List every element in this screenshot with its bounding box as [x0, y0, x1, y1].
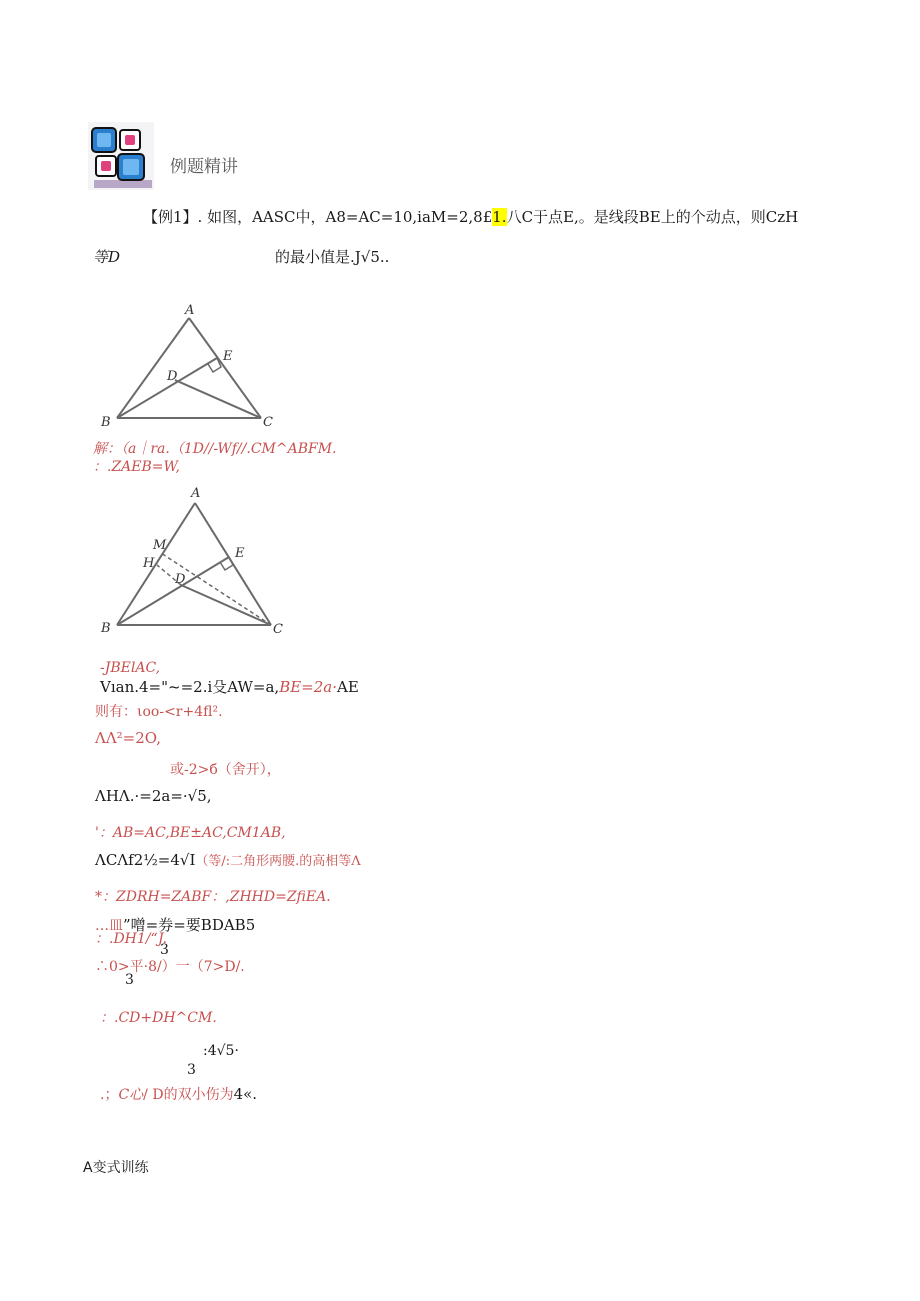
- solution-line-17: .；C心/ D的双小伤为4«.: [100, 1085, 258, 1103]
- problem-line-2-right: 的最小值是.J√5..: [275, 248, 390, 266]
- label-b: B: [101, 415, 111, 430]
- problem-highlight: 1.: [492, 208, 507, 226]
- solution-line-11: *：ZDRH=ZABF：,ZHHD=ZfiEA.: [95, 889, 331, 905]
- solution-line-8: ΛHΛ.·=2a=·√5,: [95, 787, 212, 805]
- label-d: D: [175, 572, 186, 587]
- solution-line-16-sub: 3: [187, 1062, 196, 1078]
- solution-line-13: ：.DH1/“J.: [95, 931, 167, 947]
- section-heading: 例题精讲: [170, 157, 238, 177]
- segment-be: [117, 557, 229, 625]
- solution-line-1: 解：（a｜ra.（1D/∕-Wf//.CM^ABFM.: [93, 441, 337, 457]
- label-h: H: [143, 556, 155, 571]
- solution-line-4: Vıan.4="~=2.i殳AW=a,BE=2a·AE: [100, 678, 359, 696]
- segment-be: [117, 358, 217, 418]
- edge-ab: [117, 503, 195, 625]
- figure-1-triangle: [95, 300, 295, 435]
- solution-line-7: 或-2>б（舍开），: [170, 762, 281, 778]
- label-e: E: [235, 546, 245, 561]
- label-d: D: [167, 369, 178, 384]
- label-c: C: [273, 622, 283, 637]
- label-c: C: [263, 415, 273, 430]
- solution-line-16: :4√5·: [203, 1043, 239, 1059]
- problem-text-post: 八C于点E,。是线段BE上的个动点，则CzH: [506, 208, 799, 226]
- edge-ab: [117, 318, 189, 418]
- solution-line-6: ΛΛ²=2O,: [95, 729, 161, 747]
- solution-line-14: ∴0>平·8/）一（7>D/.: [95, 959, 245, 975]
- section-logo-icon: [88, 122, 154, 190]
- solution-line-9: '：AB=AC,BE±AC,CM1AB,: [95, 825, 286, 841]
- solution-line-12: …皿”噌=券=要BDAB5: [95, 916, 256, 934]
- solution-line-15: ：.CD+DH^CM.: [100, 1010, 217, 1026]
- figure-2-triangle: [95, 485, 305, 640]
- solution-line-13-sub: 3: [160, 942, 169, 958]
- label-e: E: [223, 349, 233, 364]
- solution-line-14-sub: 3: [125, 972, 134, 988]
- label-a: A: [191, 486, 201, 501]
- solution-line-3: -JBElAC,: [100, 660, 161, 676]
- problem-text-pre: 【例1】. 如图，AASC中，A8=AC=10,iaM=2,8£: [143, 208, 493, 226]
- solution-line-2: ：.ZAEB=W,: [93, 459, 180, 475]
- variant-training-heading: A变式训练: [83, 1160, 149, 1176]
- problem-line-1: [143, 206, 798, 227]
- label-b: B: [101, 621, 111, 636]
- problem-line-2-left: 等D: [93, 248, 121, 266]
- label-a: A: [185, 303, 195, 318]
- label-m: M: [153, 538, 167, 553]
- solution-line-5: 则有：ιoo-<r+4fl².: [95, 704, 223, 720]
- solution-line-10: ΛCΛf2½=4√I（等/:二角形两腰.的高相等Λ: [95, 851, 361, 869]
